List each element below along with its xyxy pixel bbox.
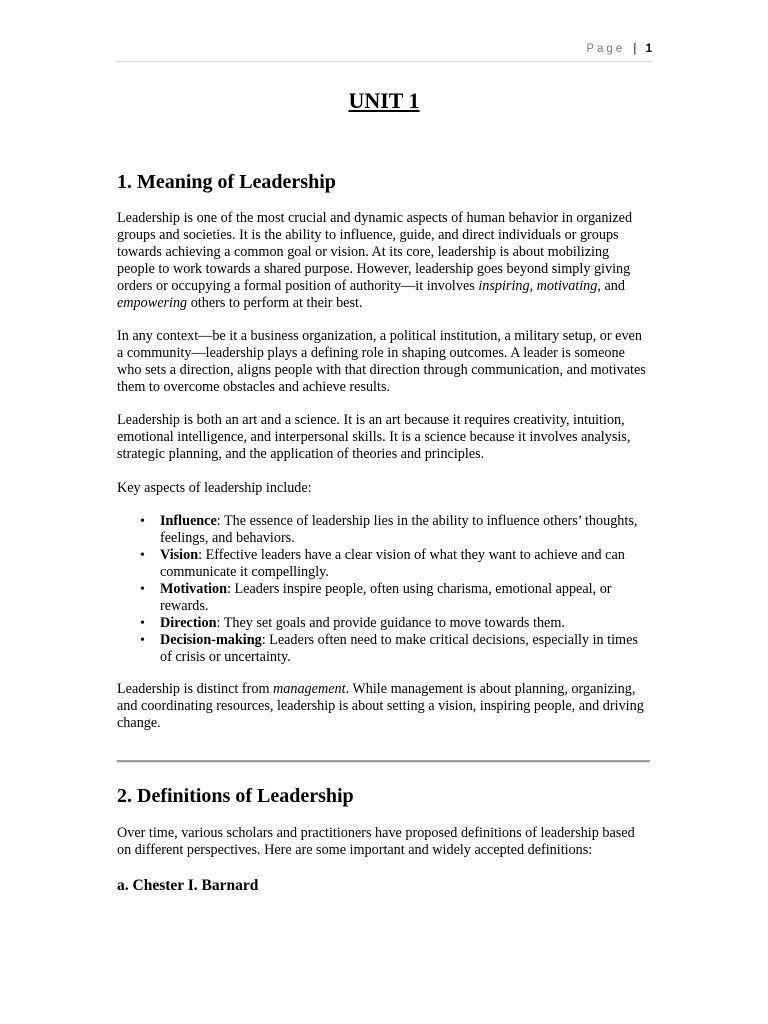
aspect-term: Direction <box>160 615 217 631</box>
list-item <box>117 581 649 615</box>
emphasis-management: management <box>273 681 346 697</box>
page-separator: | <box>633 43 637 55</box>
aspect-text: : They set goals and provide guidance to move towards them. <box>216 615 565 631</box>
paragraph: In any context—be it a business organization, a political institution, a military setup, or even a community—leadership plays a defining role in shaping outcomes. A leader is someone who sets a direction, aligns people with that direction through communication, and motivates them to overcome obstacles and achieve results. <box>117 328 646 395</box>
aspect-term: Decision-making <box>160 632 262 648</box>
section-2-heading: 2. Definitions of Leadership <box>117 785 354 807</box>
text-span: others to perform at their best. <box>187 295 363 311</box>
aspect-term: Vision <box>160 547 199 563</box>
paragraph <box>117 210 649 312</box>
aspect-text: : The essence of leadership lies in the ability to influence others’ thoughts, feelings, and behaviors. <box>160 513 638 546</box>
section-1-para-4 <box>117 480 649 497</box>
section-1-para-5 <box>117 681 649 732</box>
emphasis-inspiring: inspiring <box>478 278 530 294</box>
page-number: 1 <box>645 43 652 55</box>
section-1-heading: 1. Meaning of Leadership <box>117 171 336 193</box>
text-span: Leadership is distinct from <box>117 681 274 697</box>
aspect-term: Motivation <box>160 581 227 597</box>
aspect-text: : Effective leaders have a clear vision of what they want to achieve and can communicate it compellingly. <box>160 547 625 580</box>
paragraph: Over time, various scholars and practitioners have proposed definitions of leadership based on different perspectives. Here are some important and widely accepted definitions: <box>117 825 635 858</box>
aspect-text: : Leaders often need to make critical decisions, especially in times of crisis or uncertainty. <box>160 632 638 665</box>
emphasis-empowering: empowering <box>117 295 188 311</box>
section-2-intro <box>117 825 649 859</box>
text-span: Leadership is one of the most crucial and dynamic aspects of human behavior in organized groups and societies. It is the ability to influence, guide, and direct individuals or groups towards achieving a common goal or vision. At its core, leadership is about mobilizing people to work towards a shared purpose. However, leadership goes beyond simply giving orders or occupying a formal position of authority—it involves <box>117 210 633 294</box>
page-number-header <box>586 43 652 55</box>
list-item <box>117 547 649 581</box>
unit-title: UNIT 1 <box>348 88 420 113</box>
section-1-para-3 <box>117 412 649 463</box>
aspect-text: : Leaders inspire people, often using charisma, emotional appeal, or rewards. <box>160 581 612 614</box>
section-divider <box>117 760 650 763</box>
section-1-heading-block <box>117 170 649 194</box>
section-2-heading-block <box>117 784 649 808</box>
text-span: , and <box>597 278 625 294</box>
paragraph: Leadership is both an art and a science. It is an art because it requires creativity, intuition, emotional intelligence, and interpersonal skills. It is a science because it involves analysis, strategic planning, and the application of theories and principles. <box>117 412 631 462</box>
paragraph <box>117 681 649 732</box>
subheading-chester-barnard: a. Chester I. Barnard <box>117 877 259 894</box>
text-span: . While management is about planning, organizing, and coordinating resources, leadership is about setting a vision, inspiring people, and driving change. <box>117 681 644 731</box>
aspect-term: Influence <box>160 513 217 529</box>
key-aspects-list <box>117 513 649 666</box>
paragraph: Key aspects of leadership include: <box>117 480 312 496</box>
list-item <box>117 632 649 666</box>
list-item <box>117 513 649 547</box>
section-2-subheading-block <box>117 876 649 895</box>
section-1-para-2 <box>117 328 649 396</box>
text-span: , <box>529 278 537 294</box>
list-item <box>117 615 649 632</box>
emphasis-motivating: motivating <box>536 278 598 294</box>
page-word: Page <box>586 43 626 55</box>
section-1-para-1 <box>117 210 649 312</box>
header-divider <box>116 61 652 62</box>
